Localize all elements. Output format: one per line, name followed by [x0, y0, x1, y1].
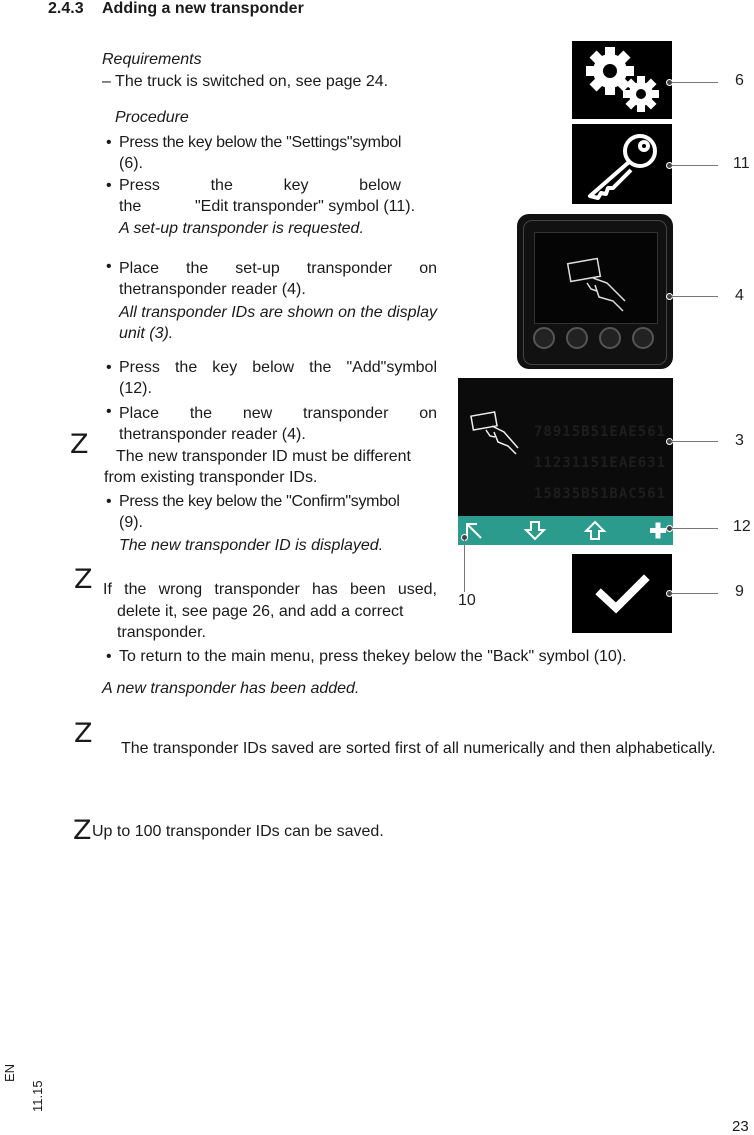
step-2-word: key	[283, 177, 309, 194]
edit-transponder-panel	[572, 124, 672, 204]
callout-line	[672, 593, 718, 594]
reader-key[interactable]	[533, 327, 555, 349]
card-reader-icon	[464, 404, 524, 464]
step-5-text: Place the new transponder on thetransponder reader (4).	[119, 405, 437, 443]
step-2-word: below	[359, 177, 401, 194]
callout-4: 4	[735, 287, 744, 304]
add-icon	[650, 523, 666, 539]
note-symbol: Z	[70, 429, 89, 460]
gears-icon	[572, 41, 672, 119]
procedure-outcome: A new transponder has been added.	[102, 680, 360, 697]
step-6-ref: (9).	[119, 514, 143, 531]
reader-key[interactable]	[632, 327, 654, 349]
reader-screen	[534, 232, 658, 324]
step-3-text: Place the set-up transponder on thetransponder reader (4).	[119, 260, 437, 298]
note-symbol: Z	[74, 564, 93, 595]
back-icon	[467, 524, 481, 538]
callout-11: 11	[733, 155, 750, 172]
callout-line	[464, 540, 465, 592]
settings-panel	[572, 41, 672, 119]
step-2-word: Press	[119, 177, 160, 194]
display-toolbar	[458, 516, 673, 545]
reader-key[interactable]	[599, 327, 621, 349]
step-1-text: Press the key below the "Settings"symbol	[119, 134, 402, 151]
transponder-id: 15835B51BAC561	[534, 486, 667, 502]
bullet: •	[106, 134, 112, 151]
step-2-line-2: "Edit transponder" symbol (11).	[195, 198, 416, 215]
arrow-down-icon	[526, 522, 544, 539]
callout-12: 12	[733, 518, 751, 535]
key-icon	[572, 124, 672, 204]
callout-9: 9	[735, 583, 744, 600]
note-symbol: Z	[73, 815, 92, 846]
bullet: •	[106, 648, 112, 665]
note-2-line-3: transponder.	[117, 624, 206, 641]
note-symbol: Z	[74, 718, 93, 749]
arrow-up-icon	[586, 522, 604, 539]
callout-6: 6	[735, 72, 744, 89]
step-2-line-1	[119, 177, 437, 195]
confirm-panel	[572, 554, 672, 633]
step-6-result: The new transponder ID is displayed.	[119, 537, 384, 554]
callout-line	[672, 528, 718, 529]
step-2-the: the	[119, 198, 142, 215]
transponder-id: 78915B51EAE561	[534, 424, 667, 440]
step-1-ref: (6).	[119, 155, 143, 172]
callout-line	[672, 165, 718, 166]
checkmark-icon	[572, 554, 672, 633]
callout-line	[672, 441, 718, 442]
bullet: •	[106, 403, 112, 420]
section-title: Adding a new transponder	[102, 0, 304, 17]
step-6-text: Press the key below the "Confirm"symbol	[119, 493, 400, 510]
step-2-result: A set-up transponder is requested.	[119, 220, 364, 237]
note-1-line-2: from existing transponder IDs.	[104, 469, 318, 486]
callout-3: 3	[735, 432, 744, 449]
note-limit: Up to 100 transponder IDs can be saved.	[92, 823, 384, 840]
note-2-line-2: delete it, see page 26, and add a correct	[117, 603, 404, 620]
step-3-result: All transponder IDs are shown on the display unit (3).	[119, 304, 437, 342]
page-number: 23	[732, 1118, 749, 1135]
transponder-reader	[517, 214, 673, 369]
note-1-line-1: The new transponder ID must be different	[116, 448, 411, 465]
bullet: •	[106, 493, 112, 510]
step-4-text: Press the key below the "Add"symbol	[119, 359, 437, 376]
toolbar-icons	[458, 516, 673, 545]
transponder-id: 11231151EAE631	[534, 455, 667, 471]
bullet: •	[106, 258, 112, 275]
note-sorted: The transponder IDs saved are sorted first of all numerically and then alphabetically.	[121, 740, 716, 757]
callout-10: 10	[458, 592, 476, 609]
callout-line	[672, 82, 718, 83]
note-2-line-1: If the wrong transponder has been used,	[103, 581, 437, 598]
footer-language: EN	[2, 1063, 17, 1082]
requirements-heading: Requirements	[102, 51, 202, 68]
requirements-item: – The truck is switched on, see page 24.	[102, 73, 389, 90]
footer-date: 11.15	[30, 1080, 45, 1112]
bullet: •	[106, 359, 112, 376]
step-7-text: To return to the main menu, press thekey below the "Back" symbol (10).	[119, 648, 627, 665]
card-reader-icon	[535, 233, 657, 323]
procedure-heading: Procedure	[115, 109, 189, 126]
reader-key[interactable]	[566, 327, 588, 349]
callout-line	[672, 296, 718, 297]
step-2-word: the	[210, 177, 233, 194]
display-unit	[458, 378, 673, 545]
bullet: •	[106, 177, 112, 194]
section-number: 2.4.3	[48, 0, 84, 17]
step-4-ref: (12).	[119, 380, 152, 397]
